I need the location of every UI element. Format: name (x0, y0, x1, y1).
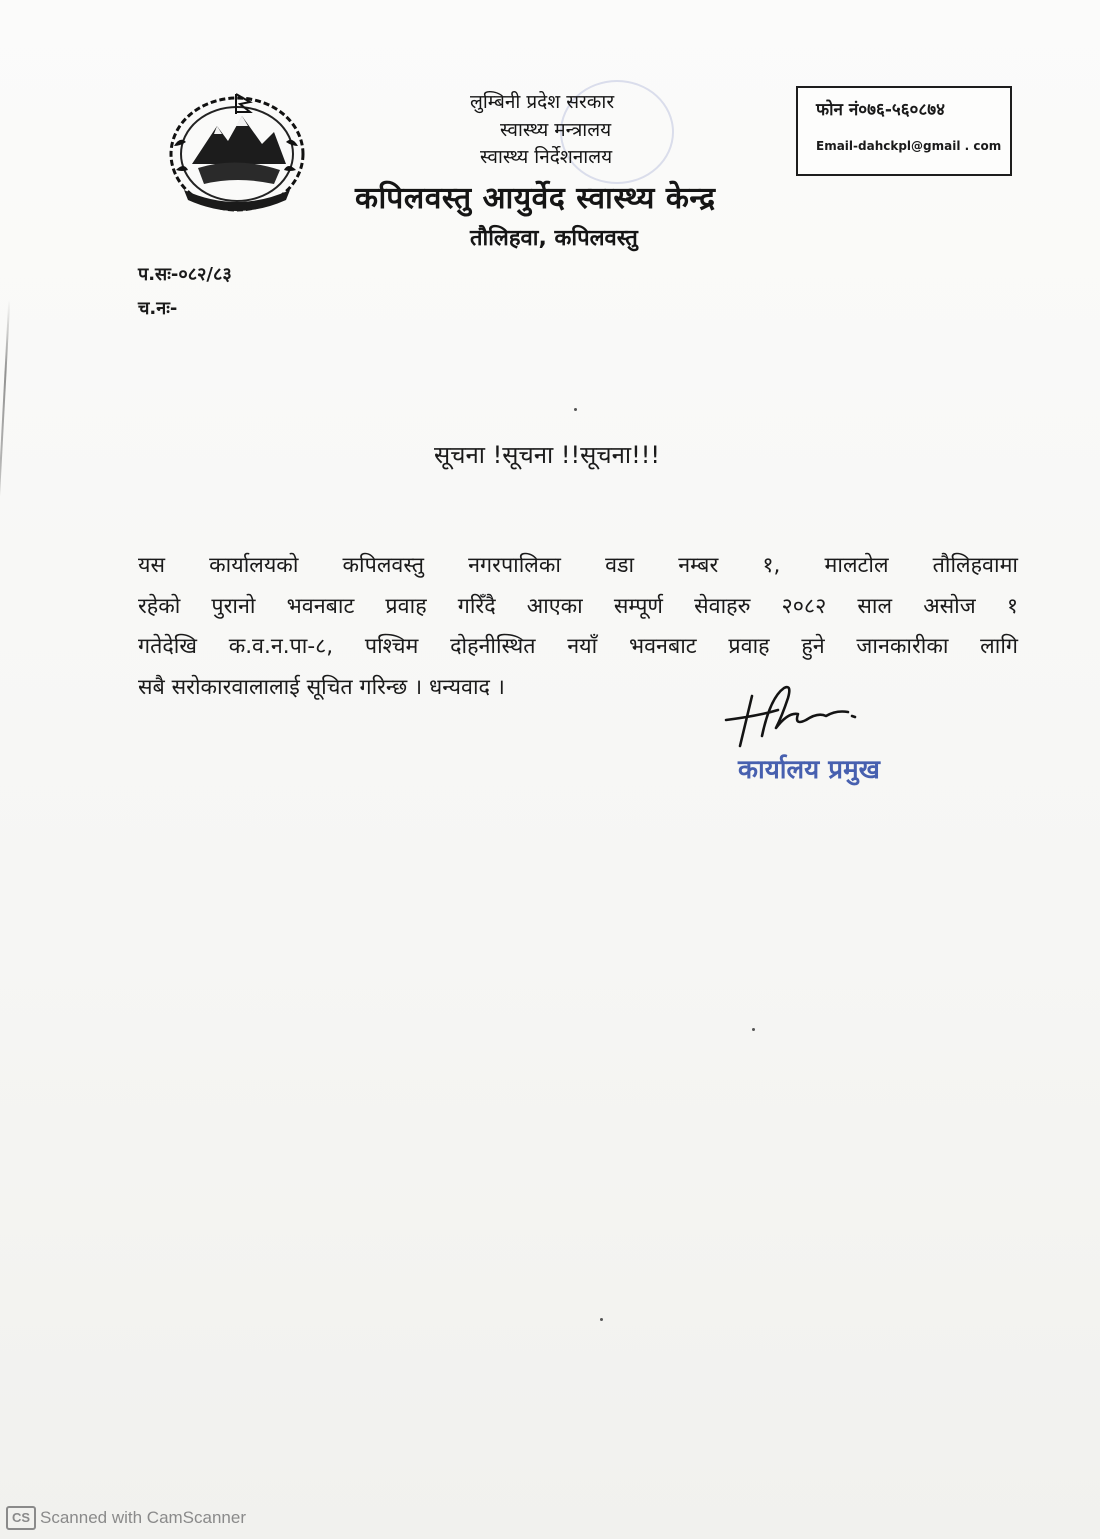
notice-body-line: सबै सरोकारवालालाई सूचित गरिन्छ । धन्यवाद । (138, 674, 505, 700)
header-directorate: स्वास्थ्य निर्देशनालय (480, 146, 613, 168)
header-location: तौलिहवा, कपिलवस्तु (470, 226, 638, 251)
handwritten-signature (718, 676, 878, 756)
notice-body-line: रहेको पुरानो भवनबाट प्रवाह गरिँदै आएका सम्पूर्ण सेवाहरु २०८२ साल असोज १ (138, 593, 1018, 619)
contact-box (796, 86, 1012, 176)
dispatch-number: च.नः- (138, 298, 178, 319)
page-edge-shadow (0, 300, 10, 540)
header-provincial-government: लुम्बिनी प्रदेश सरकार (470, 91, 615, 113)
header-organization-name: कपिलवस्तु आयुर्वेद स्वास्थ्य केन्द्र (355, 181, 716, 216)
notice-body-line: गतेदेखि क.व.न.पा-८, पश्चिम दोहनीस्थित नयाँ भवनबाट प्रवाह हुने जानकारीका लागि (138, 634, 1018, 659)
letter-number: प.सः-०८२/८३ (138, 264, 232, 285)
nepal-government-emblem-icon (162, 86, 312, 216)
scan-speck (600, 1318, 603, 1321)
email-address: Email-dahckpl@gmail . com (816, 139, 1002, 153)
header-ministry: स्वास्थ्य मन्त्रालय (500, 119, 612, 141)
camscanner-logo-icon: CS (6, 1506, 36, 1530)
notice-title: सूचना !सूचना !!सूचना!!! (434, 441, 660, 469)
phone-number: फोन नं०७६-५६०८७४ (816, 100, 945, 120)
watermark-text: Scanned with CamScanner (40, 1508, 247, 1527)
notice-body-line: यस कार्यालयको कपिलवस्तु नगरपालिका वडा नम्बर १, मालटोल तौलिहवामा (138, 553, 1018, 578)
scan-speck (574, 408, 577, 411)
signature-designation-stamp: कार्यालय प्रमुख (738, 755, 880, 785)
notice-body (138, 546, 1018, 708)
camscanner-watermark (6, 1506, 246, 1528)
scan-speck (752, 1028, 755, 1031)
